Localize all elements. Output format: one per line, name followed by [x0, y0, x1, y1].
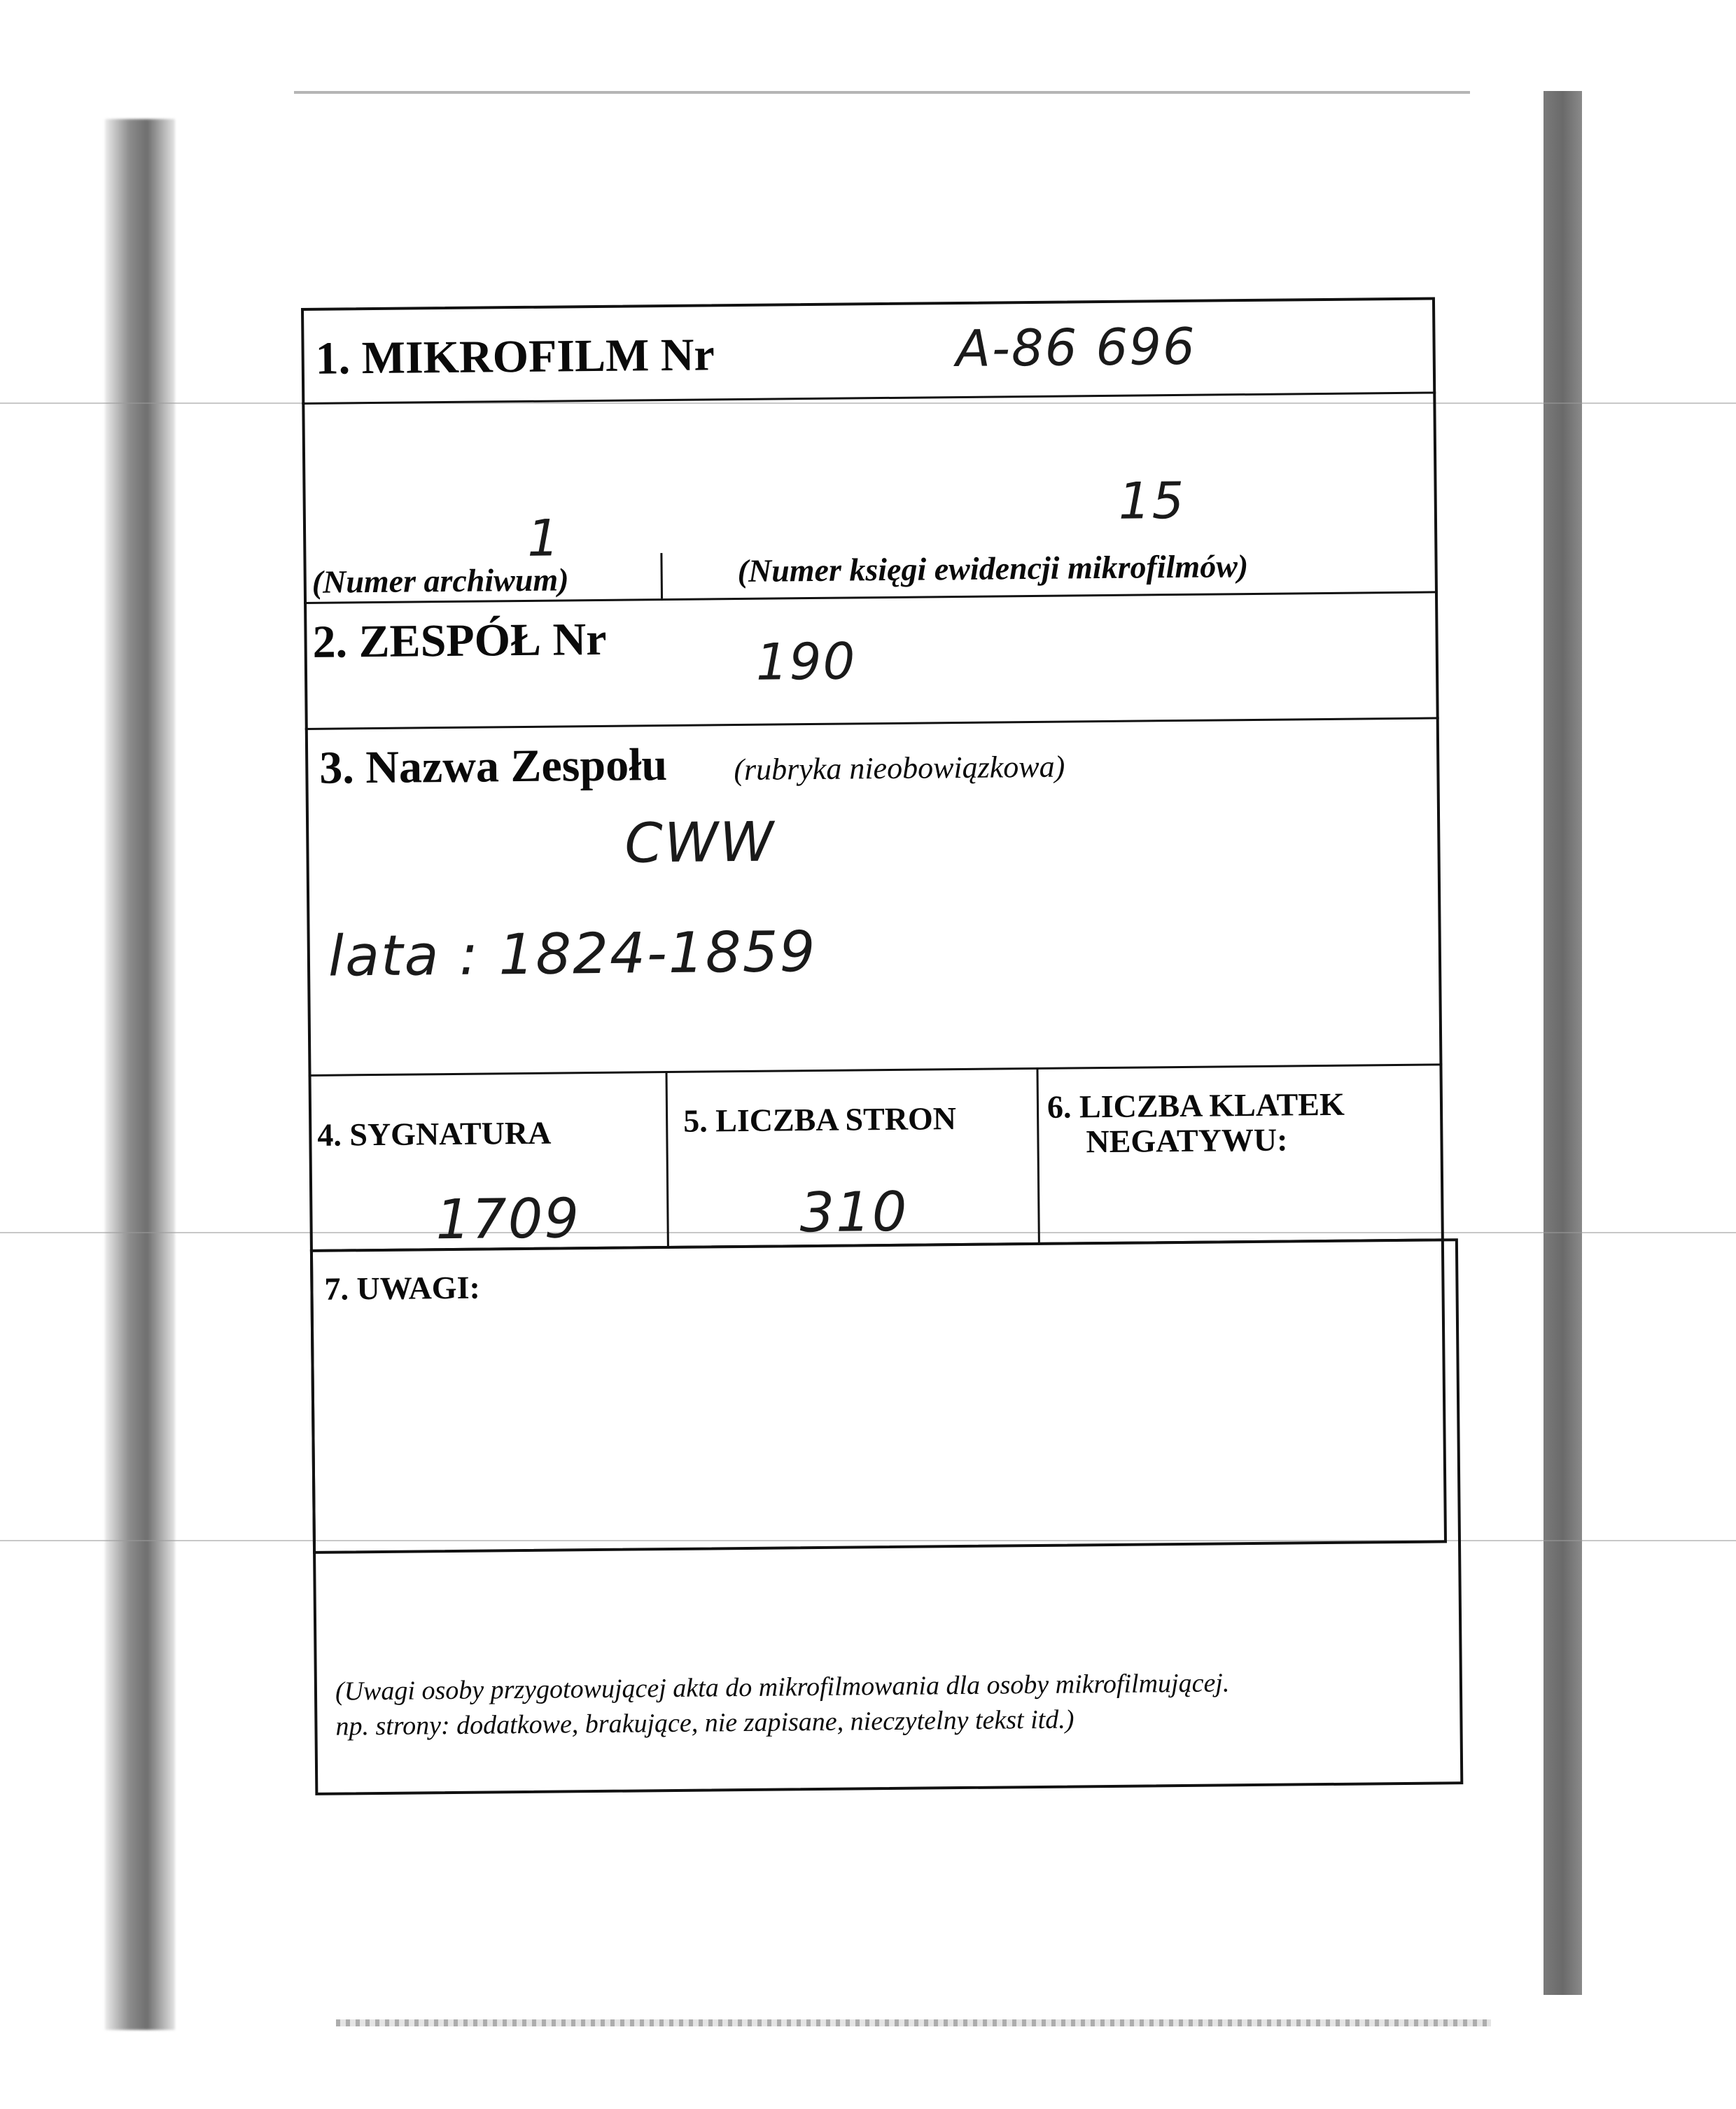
- scan-shadow-left: [105, 119, 175, 2030]
- liczba-stron-value: 310: [799, 1180, 909, 1245]
- numer-archiwum-value: 1: [526, 508, 561, 568]
- uwagi-footnote-2: np. strony: dodatkowe, brakujące, nie zapisane, nieczytelny tekst itd.): [335, 1704, 1074, 1742]
- divider: [660, 553, 663, 598]
- liczba-stron-label: 5. LICZBA STRON: [682, 1100, 957, 1139]
- scan-edge-bottom: [336, 2019, 1491, 2026]
- nazwa-zespolu-value: CWW: [624, 811, 776, 876]
- mikrofilm-label: 1. MIKROFILM Nr: [315, 329, 715, 384]
- nazwa-zespolu-years: lata : 1824-1859: [328, 918, 817, 989]
- mikrofilm-value: A-86 696: [955, 316, 1197, 379]
- nazwa-zespolu-label: 3. Nazwa Zespołu: [318, 739, 668, 794]
- zespol-value: 190: [755, 631, 857, 692]
- scan-edge-top: [294, 91, 1470, 94]
- sygnatura-value: 1709: [435, 1187, 581, 1252]
- uwagi-label: 7. UWAGI:: [324, 1269, 481, 1307]
- numer-ksiegi-value: 15: [1118, 470, 1186, 531]
- scan-shadow-right: [1544, 91, 1582, 1995]
- liczba-klatek-label-2: NEGATYWU:: [1086, 1121, 1288, 1160]
- numer-archiwum-label: (Numer archiwum): [312, 561, 569, 600]
- numer-ksiegi-label: (Numer księgi ewidencji mikrofilmów): [737, 548, 1249, 589]
- nazwa-zespolu-note: (rubryka nieobowiązkowa): [734, 749, 1065, 787]
- zespol-label: 2. ZESPÓŁ Nr: [312, 613, 607, 668]
- form-frame-lower: [310, 1238, 1463, 1795]
- uwagi-footnote-1: (Uwagi osoby przygotowującej akta do mikrofilmowania dla osoby mikrofilmującej.: [335, 1668, 1230, 1707]
- liczba-klatek-label: 6. LICZBA KLATEK: [1046, 1086, 1345, 1125]
- sygnatura-label: 4. SYGNATURA: [317, 1114, 552, 1153]
- microfilm-form: [301, 297, 1474, 1806]
